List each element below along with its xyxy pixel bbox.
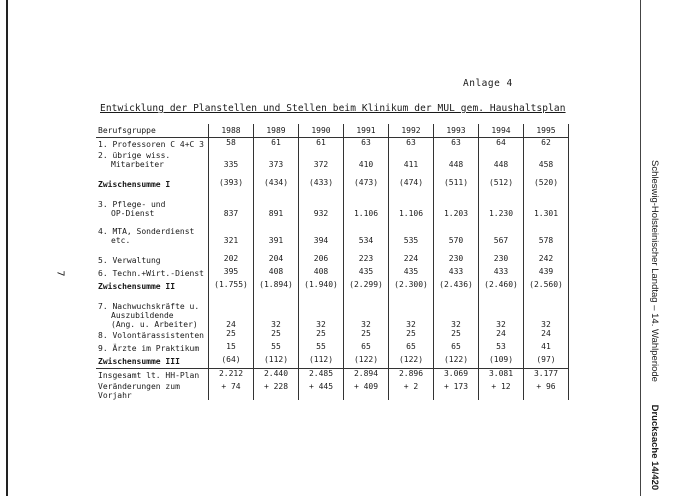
cell-value: 3.177: [524, 369, 569, 383]
spacer-cell: [209, 191, 254, 200]
cell-value: 458: [524, 151, 569, 169]
cell-value: 25: [344, 329, 389, 342]
side-parliament-label: Schleswig-Holsteinischer Landtag – 14. Wahlperiode: [649, 160, 660, 382]
cell-value: 395: [209, 267, 254, 280]
spacer-cell: [344, 218, 389, 227]
spacer-cell: [299, 169, 344, 178]
spacer-cell: [254, 169, 299, 178]
cell-value: + 228: [254, 382, 299, 400]
spacer-cell: [479, 218, 524, 227]
table-row: [96, 355, 569, 369]
cell-value: 410: [344, 151, 389, 169]
cell-value: 61: [299, 138, 344, 152]
cell-value: (2.299): [344, 280, 389, 293]
cell-value: (2.300): [389, 280, 434, 293]
cell-value: 3.069: [434, 369, 479, 383]
cell-value: (112): [299, 355, 344, 369]
row-label: [96, 302, 209, 329]
cell-value: (474): [389, 178, 434, 191]
annex-label: Anlage 4: [463, 78, 513, 89]
cell-value: 24: [209, 302, 254, 329]
cell-value: 932: [299, 200, 344, 218]
cell-value: 408: [299, 267, 344, 280]
cell-value: (520): [524, 178, 569, 191]
spacer-row: [96, 245, 569, 254]
cell-value: 567: [479, 227, 524, 245]
cell-value: 32: [524, 302, 569, 329]
spacer-cell: [299, 245, 344, 254]
cell-value: 534: [344, 227, 389, 245]
spacer-cell: [96, 293, 209, 302]
cell-value: (2.460): [479, 280, 524, 293]
spacer-cell: [344, 191, 389, 200]
spacer-cell: [254, 218, 299, 227]
cell-value: 62: [524, 138, 569, 152]
cell-value: 1.301: [524, 200, 569, 218]
spacer-cell: [524, 293, 569, 302]
cell-value: 53: [479, 342, 524, 355]
table-title: Entwicklung der Planstellen und Stellen beim Klinikum der MUL gem. Haushaltsplan: [100, 103, 566, 114]
row-label-line: OP-Dienst: [111, 209, 155, 218]
cell-value: 411: [389, 151, 434, 169]
row-label-line: 3. Pflege- und: [98, 200, 166, 209]
row-label: [96, 254, 209, 267]
spacer-cell: [479, 191, 524, 200]
cell-value: 230: [434, 254, 479, 267]
cell-value: 439: [524, 267, 569, 280]
cell-value: 435: [389, 267, 434, 280]
table-row: [96, 254, 569, 267]
spacer-row: [96, 169, 569, 178]
row-label: [96, 329, 209, 342]
table-row: [96, 302, 569, 329]
cell-value: 1.106: [344, 200, 389, 218]
cell-value: + 74: [209, 382, 254, 400]
cell-value: 32: [344, 302, 389, 329]
row-label: [96, 200, 209, 218]
cell-value: 55: [254, 342, 299, 355]
cell-value: 15: [209, 342, 254, 355]
spacer-cell: [479, 245, 524, 254]
cell-value: + 173: [434, 382, 479, 400]
cell-value: 230: [479, 254, 524, 267]
cell-value: 372: [299, 151, 344, 169]
cell-value: 25: [299, 329, 344, 342]
cell-value: 433: [479, 267, 524, 280]
cell-value: 202: [209, 254, 254, 267]
spacer-cell: [389, 169, 434, 178]
row-label: [96, 355, 209, 369]
cell-value: 63: [344, 138, 389, 152]
table-row: [96, 200, 569, 218]
row-label: [96, 369, 209, 383]
spacer-cell: [344, 293, 389, 302]
column-header-label: Berufsgruppe: [96, 124, 209, 138]
spacer-cell: [299, 191, 344, 200]
cell-value: 223: [344, 254, 389, 267]
column-header-year: 1990: [299, 124, 344, 138]
row-label-line: 2. übrige wiss.: [98, 151, 171, 160]
row-label-line: Insgesamt lt. HH-Plan: [98, 371, 200, 380]
cell-value: 335: [209, 151, 254, 169]
cell-value: (1.940): [299, 280, 344, 293]
spacer-cell: [209, 293, 254, 302]
cell-value: + 445: [299, 382, 344, 400]
cell-value: 435: [344, 267, 389, 280]
cell-value: + 2: [389, 382, 434, 400]
cell-value: 1.203: [434, 200, 479, 218]
cell-value: 2.894: [344, 369, 389, 383]
cell-value: 3.081: [479, 369, 524, 383]
cell-value: 25: [434, 329, 479, 342]
cell-value: (122): [434, 355, 479, 369]
cell-value: (1.894): [254, 280, 299, 293]
spacer-cell: [434, 169, 479, 178]
cell-value: 242: [524, 254, 569, 267]
table-row: [96, 329, 569, 342]
spacer-cell: [209, 169, 254, 178]
cell-value: 2.896: [389, 369, 434, 383]
spacer-cell: [299, 293, 344, 302]
spacer-cell: [96, 245, 209, 254]
cell-value: (511): [434, 178, 479, 191]
cell-value: 63: [389, 138, 434, 152]
cell-value: 64: [479, 138, 524, 152]
cell-value: (1.755): [209, 280, 254, 293]
cell-value: 204: [254, 254, 299, 267]
row-label: [96, 267, 209, 280]
spacer-cell: [479, 293, 524, 302]
cell-value: 65: [389, 342, 434, 355]
row-label: [96, 342, 209, 355]
spacer-row: [96, 293, 569, 302]
table-row: [96, 267, 569, 280]
cell-value: (473): [344, 178, 389, 191]
cell-value: 32: [434, 302, 479, 329]
cell-value: 32: [299, 302, 344, 329]
table-row: [96, 342, 569, 355]
spacer-cell: [434, 218, 479, 227]
cell-value: 373: [254, 151, 299, 169]
table-row: [96, 178, 569, 191]
cell-value: 391: [254, 227, 299, 245]
cell-value: + 96: [524, 382, 569, 400]
row-label-line: Zwischensumme III: [98, 357, 180, 366]
spacer-cell: [96, 218, 209, 227]
cell-value: 206: [299, 254, 344, 267]
column-header-year: 1992: [389, 124, 434, 138]
column-header-year: 1989: [254, 124, 299, 138]
spacer-cell: [209, 218, 254, 227]
cell-value: (122): [389, 355, 434, 369]
side-print-number: Drucksache 14/420: [649, 404, 660, 491]
spacer-cell: [524, 169, 569, 178]
side-header: [646, 160, 660, 491]
spacer-cell: [389, 293, 434, 302]
cell-value: 2.485: [299, 369, 344, 383]
spacer-cell: [389, 191, 434, 200]
side-margin-rule: [640, 0, 641, 496]
cell-value: 65: [344, 342, 389, 355]
row-label-line: 8. Volontärassistenten: [98, 331, 204, 340]
cell-value: 24: [524, 329, 569, 342]
cell-value: 1.230: [479, 200, 524, 218]
spacer-cell: [254, 191, 299, 200]
spacer-cell: [96, 169, 209, 178]
cell-value: 2.212: [209, 369, 254, 383]
cell-value: (2.436): [434, 280, 479, 293]
spacer-row: [96, 218, 569, 227]
spacer-cell: [96, 191, 209, 200]
row-label-line: (Ang. u. Arbeiter): [111, 320, 198, 329]
row-label: [96, 227, 209, 245]
row-label-line: Veränderungen zum: [98, 382, 180, 391]
cell-value: 55: [299, 342, 344, 355]
left-margin-rule: [6, 0, 8, 496]
cell-value: (434): [254, 178, 299, 191]
column-header-year: 1995: [524, 124, 569, 138]
cell-value: 25: [389, 329, 434, 342]
cell-value: 63: [434, 138, 479, 152]
spacer-cell: [389, 245, 434, 254]
row-label: [96, 151, 209, 169]
cell-value: 25: [254, 329, 299, 342]
cell-value: + 12: [479, 382, 524, 400]
column-header-year: 1988: [209, 124, 254, 138]
spacer-cell: [299, 218, 344, 227]
cell-value: 32: [389, 302, 434, 329]
row-label-line: Mitarbeiter: [111, 160, 164, 169]
cell-value: 25: [209, 329, 254, 342]
row-label: [96, 382, 209, 400]
cell-value: 32: [254, 302, 299, 329]
row-label: [96, 178, 209, 191]
row-label-line: Zwischensumme I: [98, 180, 171, 189]
spacer-cell: [254, 293, 299, 302]
cell-value: 65: [434, 342, 479, 355]
table-row: [96, 138, 569, 152]
cell-value: 408: [254, 267, 299, 280]
spacer-cell: [524, 245, 569, 254]
cell-value: 891: [254, 200, 299, 218]
cell-value: 61: [254, 138, 299, 152]
cell-value: 1.106: [389, 200, 434, 218]
spacer-cell: [479, 169, 524, 178]
header-row: [96, 124, 569, 138]
row-label-line: Zwischensumme II: [98, 282, 176, 291]
cell-value: (122): [344, 355, 389, 369]
table-row: [96, 382, 569, 400]
cell-value: 448: [434, 151, 479, 169]
row-label-line: Vorjahr: [98, 391, 132, 400]
spacer-cell: [209, 245, 254, 254]
row-label-line: etc.: [111, 236, 131, 245]
spacer-cell: [524, 191, 569, 200]
staff-table: [96, 124, 569, 400]
cell-value: (109): [479, 355, 524, 369]
spacer-cell: [344, 169, 389, 178]
spacer-row: [96, 191, 569, 200]
spacer-cell: [254, 245, 299, 254]
page-number: 7: [54, 270, 66, 277]
cell-value: (64): [209, 355, 254, 369]
cell-value: + 409: [344, 382, 389, 400]
table-row: [96, 280, 569, 293]
row-label-line: 9. Ärzte im Praktikum: [98, 344, 200, 353]
cell-value: 570: [434, 227, 479, 245]
cell-value: 837: [209, 200, 254, 218]
cell-value: 535: [389, 227, 434, 245]
table-row: [96, 151, 569, 169]
row-label-line: 7. Nachwuchskräfte u.: [98, 302, 200, 311]
row-label-line: 1. Professoren C 4+C 3: [98, 140, 204, 149]
cell-value: 448: [479, 151, 524, 169]
cell-value: 32: [479, 302, 524, 329]
spacer-cell: [389, 218, 434, 227]
cell-value: 2.440: [254, 369, 299, 383]
cell-value: 58: [209, 138, 254, 152]
spacer-cell: [344, 245, 389, 254]
cell-value: 224: [389, 254, 434, 267]
cell-value: 394: [299, 227, 344, 245]
cell-value: (2.560): [524, 280, 569, 293]
cell-value: 321: [209, 227, 254, 245]
row-label-line: 5. Verwaltung: [98, 256, 161, 265]
cell-value: (433): [299, 178, 344, 191]
row-label: [96, 280, 209, 293]
cell-value: (97): [524, 355, 569, 369]
cell-value: (112): [254, 355, 299, 369]
cell-value: 41: [524, 342, 569, 355]
table-body: [96, 138, 569, 401]
row-label-line: 4. MTA, Sonderdienst: [98, 227, 195, 236]
column-header-year: 1994: [479, 124, 524, 138]
column-header-year: 1991: [344, 124, 389, 138]
row-label: [96, 138, 209, 152]
spacer-cell: [434, 245, 479, 254]
cell-value: (512): [479, 178, 524, 191]
cell-value: 24: [479, 329, 524, 342]
table-row: [96, 227, 569, 245]
cell-value: 433: [434, 267, 479, 280]
cell-value: (393): [209, 178, 254, 191]
table-row: [96, 369, 569, 383]
row-label-line: Auszubildende: [111, 311, 174, 320]
column-header-year: 1993: [434, 124, 479, 138]
spacer-cell: [524, 218, 569, 227]
row-label-line: 6. Techn.+Wirt.-Dienst: [98, 269, 204, 278]
spacer-cell: [434, 191, 479, 200]
cell-value: 578: [524, 227, 569, 245]
spacer-cell: [434, 293, 479, 302]
